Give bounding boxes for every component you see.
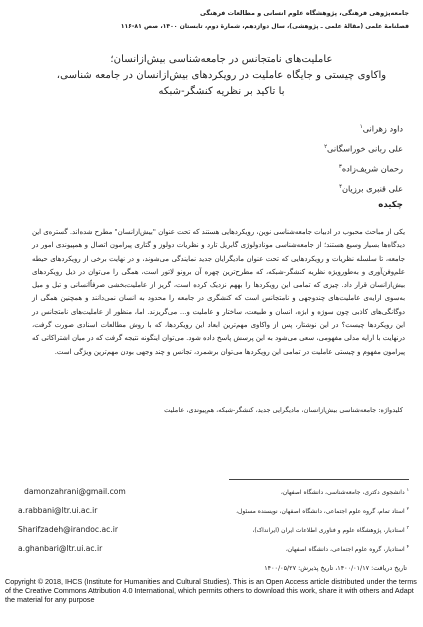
article-title [34, 52, 409, 100]
author-3 [323, 157, 403, 177]
copyright-notice: Copyright © 2018, IHCS (Institute for Humanities and Cultural Studies). This is an Open Access article distributed under the terms of the Creative Commons Attribution 4.0 International, which permits others to download this work, share it with others and Adapt the material for any purpose [5, 577, 417, 604]
author-list [323, 117, 403, 197]
footnote-text [286, 545, 409, 553]
author-2 [323, 137, 403, 157]
title-line-2: واکاوی چیستی و جایگاه عاملیت در رویکردهای بیش‌ازانسان در جامعه شناسی، [56, 70, 387, 81]
keywords-line: کلیدواژه: جامعه‌شناسی بیش‌ازانسان، مادیگرایی جدید، کنشگر-شبکه، هم‌پیوندی، عاملیت [164, 406, 403, 414]
author-mark: ۳ [338, 164, 342, 170]
journal-header-line-2: فصلنامهٔ علمی (مقالهٔ علمی ـ پژوهشی)، سال دوازدهم، شمارهٔ دوم، تابستان ۱۴۰۰، صص ۸۱-۱۱۶ [120, 23, 409, 30]
footnote-2 [18, 503, 409, 522]
footnote-3 [18, 522, 409, 541]
footnote-affiliation: استادیار، گروه علوم اجتماعی، دانشگاه اصفهان، [285, 546, 405, 553]
footnote-text [281, 488, 409, 496]
footnote-mark: ۳ [406, 526, 409, 531]
footnote-divider [229, 479, 409, 480]
footnote-text [236, 507, 409, 515]
author-mark: ۱ [359, 124, 363, 130]
email-link[interactable]: damonzahrani@gmail.com [24, 487, 126, 496]
email-link[interactable]: a.rabbani@ltr.ui.ac.ir [18, 506, 98, 515]
footnote-affiliation: دانشجوی دکتری، جامعه‌شناسی، دانشگاه اصفهان، [280, 489, 405, 496]
footnote-affiliation: استاد تمام، گروه علوم اجتماعی، دانشگاه اصفهان، نویسنده مسئول، [236, 508, 405, 515]
title-line-1: عاملیت‌های نامتجانس در جامعه‌شناسی بیش‌ازانسان؛ [110, 54, 333, 65]
abstract-body: یکی از مباحث محبوب در ادبیات جامعه‌شناسی نوین، رویکردهایی هستند که تحت عنوان "بیش‌ازانسان" مطرح شده‌اند. گستره‌ی این دیدگاه‌ها بسیار وسیع هستند؛ از جامعه‌شناسی مونادولوژی گابریل تارد و نظریات دولوز و گتاری پیرامون اتصال و همپیوندی امور در جامعه، تا سلسله نظریات و رویکردهایی که تحت عنوان مادیگرایان جدید نمایندگی می‌شوند، و در نهایت برخی از رویکردهای حیطه علم‌وفن‌آوری و به‌طورویژه نظریه کنشگر-شبکه، که مطرح‌ترین چهره آن برونو لاتور است، همگی را می‌توان در ذیل رویکردهای بیش‌ازانسان قرار داد. چیزی که تمامی این رویکردها را بههم نزدیک کرده است، گریز از عاملیت‌بخشی صرفاًانسانی و تبل و میل به‌سوی ارایه‌ی عاملیت‌های چندوجهی و نامتجانس است که کنشگری در جامعه را محدود به انسان نمی‌دانند و همچنین همگی از دوگانگی‌های کاذبی چون سوژه و ابژه، انسان و طبیعت، ساختار و عاملیت و... می‌گریزند. اما، منظور از عاملیت‌های نامتجانس در این رویکردها چیست؟ در این نوشتار، پس از واکاوی مهم‌ترین ابعاد این رویکردها، که با روش مطالعات اسنادی صورت گرفت، درنهایت با ارایه مدلی مفهومی، سعی می‌شود به این پرسش پاسخ داده شود. می‌توان اینگونه نتیجه گرفت که در میان اشتراکاتی که پیرامون مفهوم و چیستی عاملیت در تمامی این رویکردها می‌توان برشمرد، تجانس و چند وجهی بودن مهم‌ترین ویژگی است. [32, 228, 405, 356]
title-line-3: با تاکید بر نظریه کنشگر-شبکه [158, 86, 285, 97]
footnote-mark: ۱ [406, 488, 409, 493]
author-name: علی ربانی خوراسگانی [327, 143, 403, 154]
footnote-4 [18, 541, 409, 560]
author-1 [323, 117, 403, 137]
author-name: رحمان شریف‌زاده [341, 163, 403, 174]
footnote-affiliation: استادیار، پژوهشگاه علوم و فناوری اطلاعات ایران (ایرانداک)، [252, 527, 405, 534]
author-name: علی قنبری برزیان [342, 183, 403, 194]
author-mark: ۴ [339, 184, 343, 190]
author-4 [323, 177, 403, 197]
email-link[interactable]: a.ghanbari@ltr.ui.ac.ir [18, 544, 103, 553]
footnote-mark: ۲ [406, 507, 409, 512]
received-accepted-dates: تاریخ دریافت: ۱۴۰۰/۰۱/۱۷، تاریخ پذیرش: ۱۴۰۰/۰۵/۲۷ [264, 564, 407, 572]
footnotes [18, 484, 409, 560]
footnote-mark: ۴ [406, 545, 409, 550]
footnote-text [252, 526, 409, 534]
journal-header-line-1: جامعه‌پژوهی فرهنگی، پژوهشگاه علوم انسانی و مطالعات فرهنگی [199, 9, 409, 17]
author-name: داود زهرانی [362, 123, 403, 134]
footnote-1 [18, 484, 409, 503]
abstract-heading: چکیده [378, 200, 403, 210]
email-link[interactable]: Sharifzadeh@irandoc.ac.ir [18, 525, 118, 534]
author-mark: ۲ [324, 144, 328, 150]
